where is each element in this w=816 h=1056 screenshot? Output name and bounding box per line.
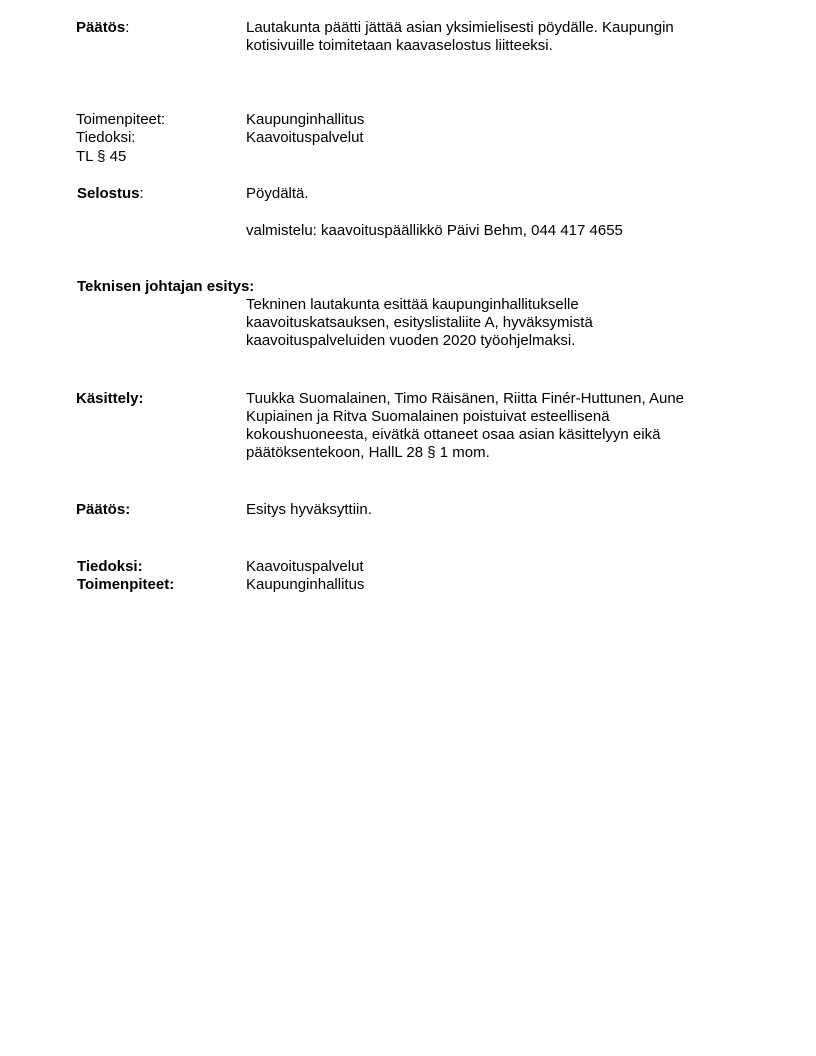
tiedoksi2-value: Kaavoituspalvelut bbox=[246, 558, 364, 575]
preparer-info: valmistelu: kaavoituspäällikkö Päivi Behm, 044 417 4655 bbox=[246, 222, 623, 239]
esitys-text-line-1: Tekninen lautakunta esittää kaupunginhallitukselle bbox=[246, 296, 579, 313]
kasittely-text-line-3: kokoushuoneesta, eivätkä ottaneet osaa asian käsittelyyn eikä bbox=[246, 426, 661, 443]
toimenpiteet2-value: Kaupunginhallitus bbox=[246, 576, 365, 593]
selostus-value: Pöydältä. bbox=[246, 185, 309, 202]
esitys-text-line-2: kaavoituskatsauksen, esityslistaliite A, hyväksymistä bbox=[246, 314, 593, 331]
kasittely-text-line-1: Tuukka Suomalainen, Timo Räisänen, Riitta Finér-Huttunen, Aune bbox=[246, 390, 685, 407]
esitys-text-line-3: kaavoituspalveluiden vuoden 2020 työohjelmaksi. bbox=[246, 332, 576, 349]
kasittely-text-line-2: Kupiainen ja Ritva Suomalainen poistuivat esteellisenä bbox=[246, 408, 610, 425]
paatos2-value: Esitys hyväksyttiin. bbox=[246, 501, 372, 518]
paatos2-label: Päätös: bbox=[76, 501, 131, 518]
toimenpiteet-value: Kaupunginhallitus bbox=[246, 111, 365, 128]
tiedoksi-value: Kaavoituspalvelut bbox=[246, 129, 364, 146]
selostus-colon: : bbox=[139, 185, 144, 202]
paatos-text-line-2: kotisivuille toimitetaan kaavaselostus liitteeksi. bbox=[246, 37, 553, 54]
paatos-colon: : bbox=[125, 19, 130, 36]
kasittely-text-line-4: päätöksentekoon, HallL 28 § 1 mom. bbox=[246, 444, 490, 461]
esitys-label: Teknisen johtajan esitys: bbox=[77, 278, 255, 295]
toimenpiteet2-label: Toimenpiteet: bbox=[77, 576, 175, 593]
kasittely-label: Käsittely: bbox=[76, 390, 144, 407]
paatos-label: Päätös bbox=[76, 19, 126, 36]
tiedoksi-label: Tiedoksi: bbox=[76, 129, 136, 146]
paatos-heading bbox=[76, 19, 129, 37]
toimenpiteet-label: Toimenpiteet: bbox=[76, 111, 166, 128]
tiedoksi2-label: Tiedoksi: bbox=[77, 558, 143, 575]
selostus-label: Selostus bbox=[77, 185, 140, 202]
tl-reference: TL § 45 bbox=[76, 148, 127, 165]
paatos-text-line-1: Lautakunta päätti jättää asian yksimielisesti pöydälle. Kaupungin bbox=[246, 19, 674, 36]
selostus-heading bbox=[77, 185, 144, 203]
